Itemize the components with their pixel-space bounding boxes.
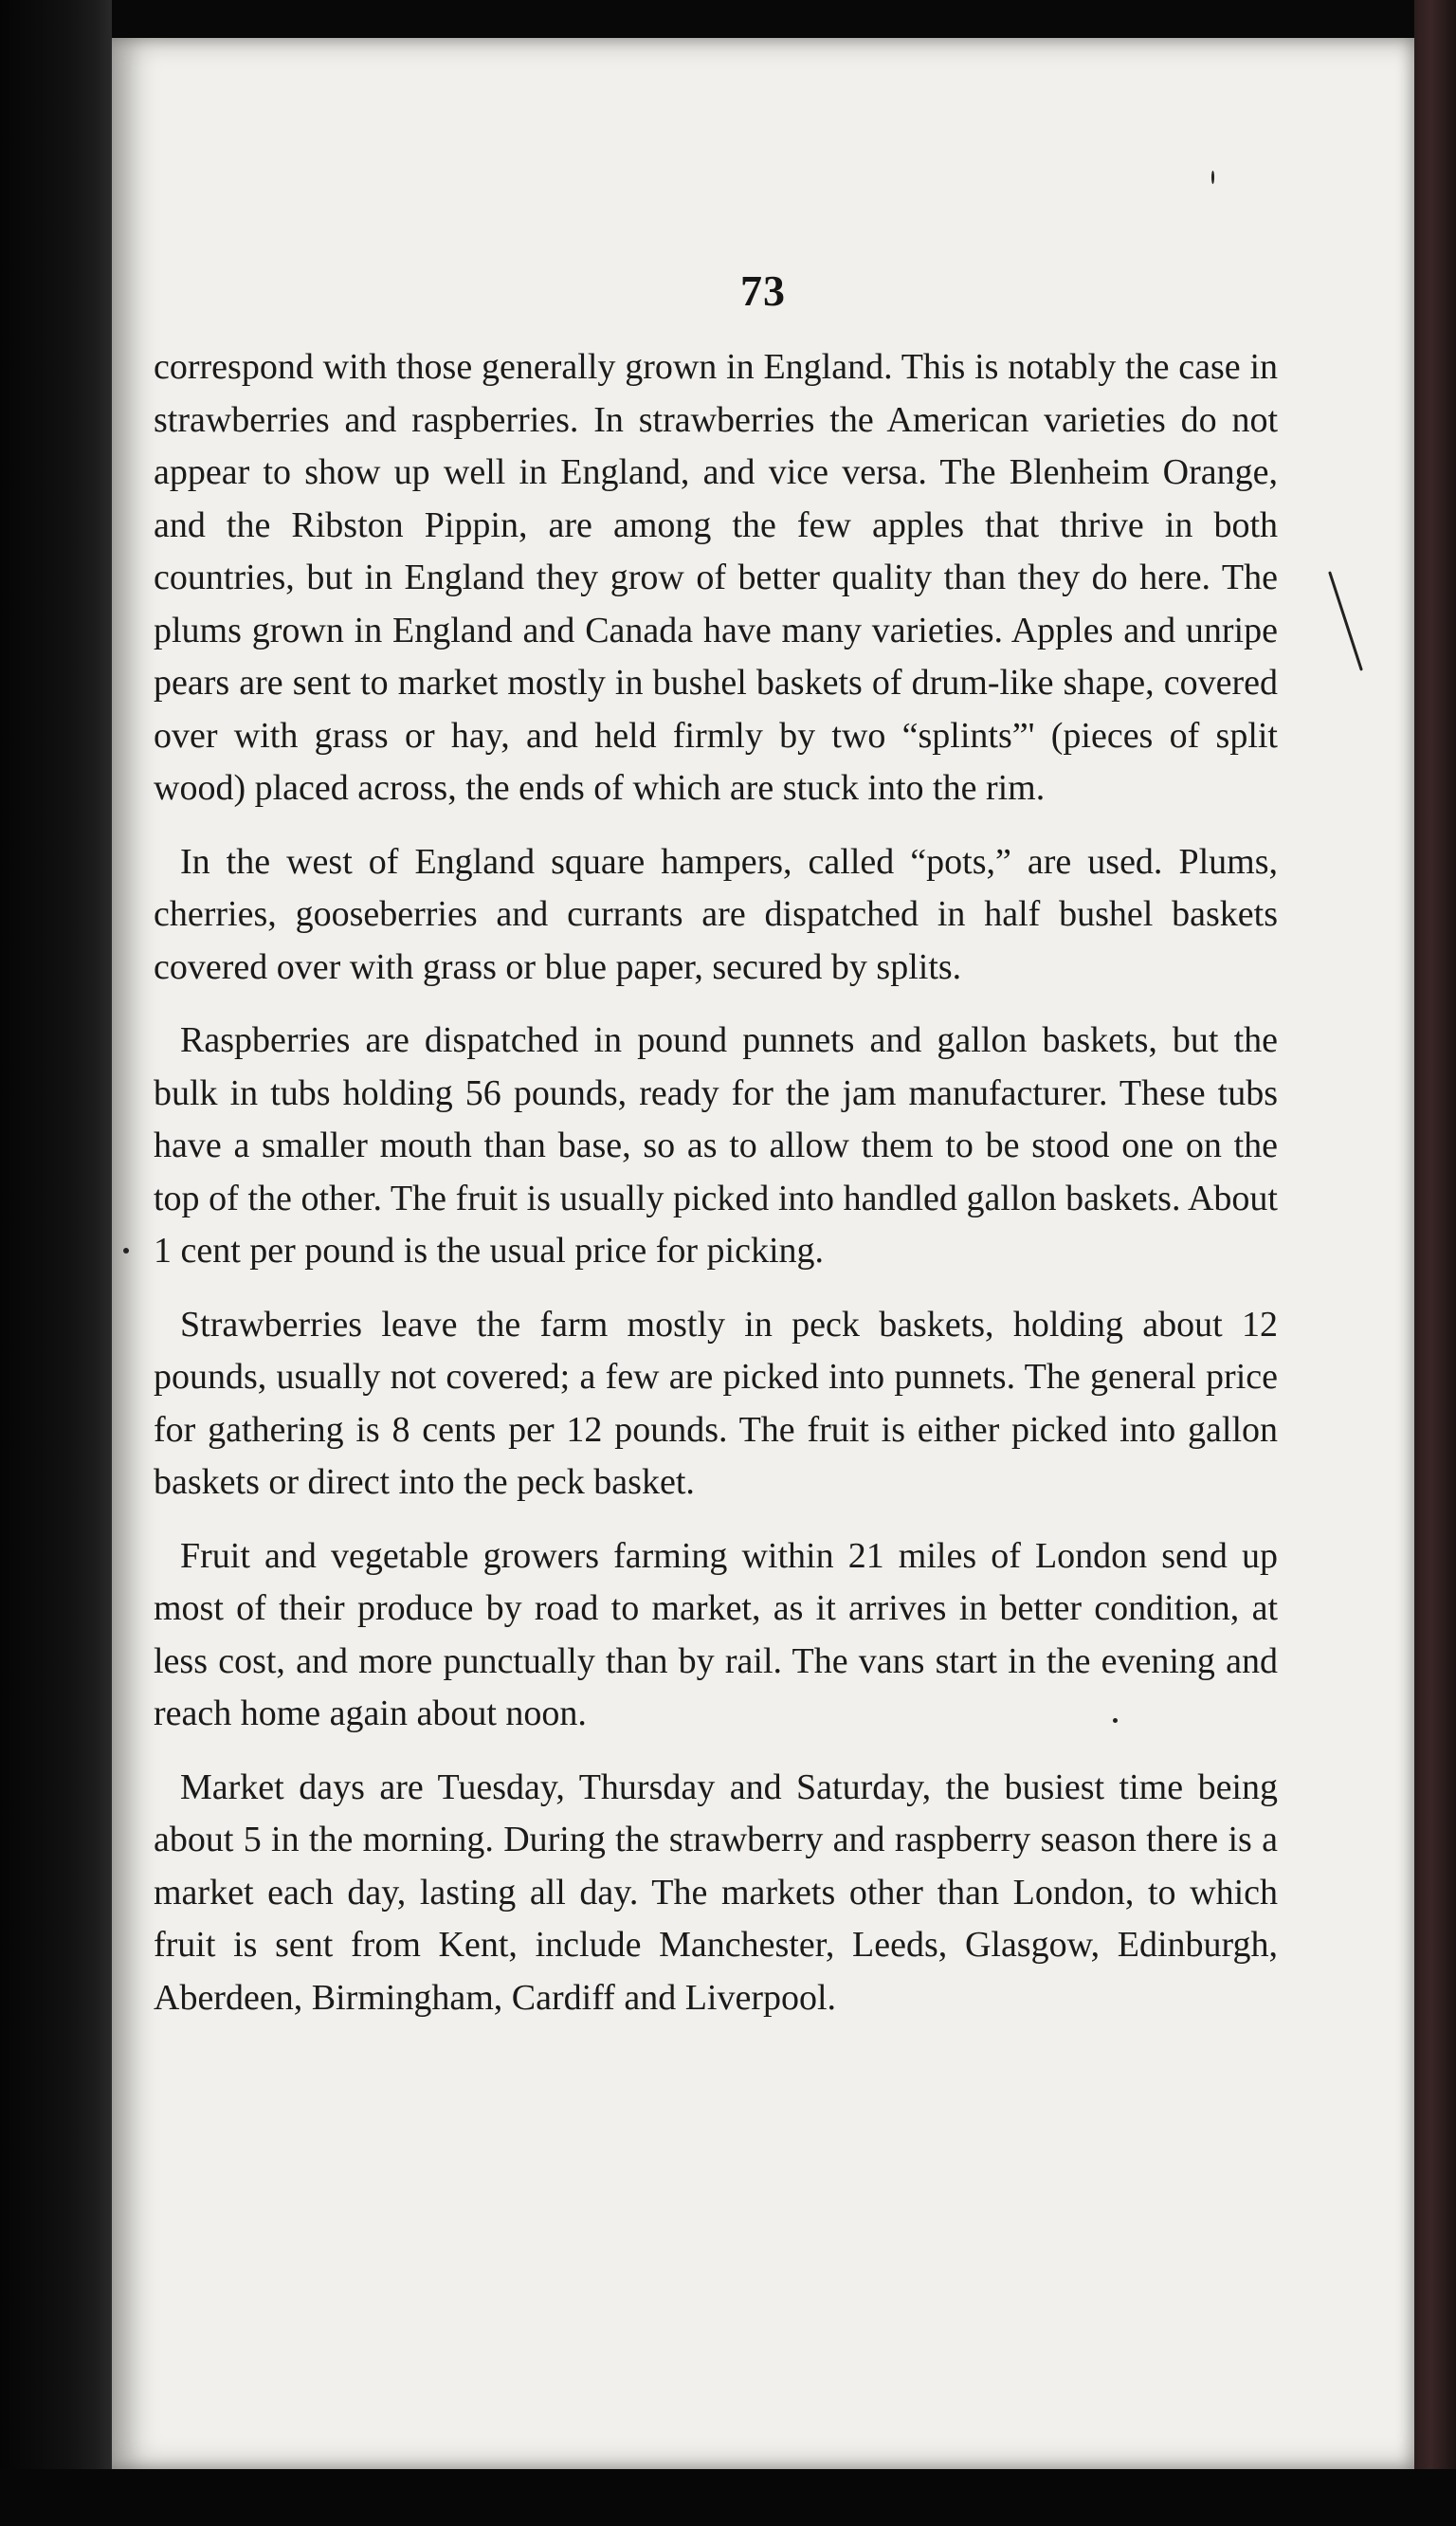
scan-speck <box>1211 171 1214 184</box>
scan-bottom-edge <box>0 2469 1456 2526</box>
book-page <box>112 38 1414 2469</box>
paragraph-strawberries: Strawberries leave the farm mostly in peck baskets, holding about 12 pounds, usually not covered; a few are picked into punnets. The general price for gathering is 8 cents per 12 pounds. The fruit is either picked into gallon baskets or direct into the peck basket. <box>154 1304 1278 1502</box>
paragraph-raspberries: Raspberries are dispatched in pound punnets and gallon baskets, but the bulk in tubs holding 56 pounds, ready for the jam manufacturer. These tubs have a smaller mouth than base, so as to allow them to be stood one on the top of the other. The fruit is usually picked into handled gallon baskets. About 1 cent per pound is the usual price for picking. <box>154 1020 1278 1271</box>
page-body-text <box>154 341 1278 2024</box>
scan-speck <box>1113 1718 1118 1723</box>
paragraph-road-transport: Fruit and vegetable growers farming within 21 miles of London send up most of their produce by road to market, as it arrives in better condition, at less cost, and more punctually than by rail. The vans start in the evening and reach home again about noon. <box>154 1535 1278 1733</box>
paragraph-continuation: correspond with those generally grown in England. This is notably the case in strawberries and raspberries. In strawberries the American varieties do not appear to show up well in England, and vice versa. The Blenheim Orange, and the Ribston Pippin, are among the few apples that thrive in both countries, but in England they grow of better quality than they do here. The plums grown in England and Canada have many varieties. Apples and unripe pears are sent to market mostly in bushel baskets of drum-like shape, covered over with grass or hay, and held firmly by two “splints”' (pieces of split wood) placed across, the ends of which are stuck into the rim. <box>154 347 1278 808</box>
paragraph-market-days: Market days are Tuesday, Thursday and Saturday, the busiest time being about 5 in the morning. During the strawberry and raspberry season there is a market each day, lasting all day. The markets other than London, to which fruit is sent from Kent, include Manchester, Leeds, Glasgow, Edinburgh, Aberdeen, Birmingham, Cardiff and Liverpool. <box>154 1766 1278 2018</box>
book-binding-shadow <box>0 0 112 2526</box>
scan-speck <box>123 1248 129 1254</box>
scan-speck <box>1328 571 1363 671</box>
book-page-edge <box>1414 0 1456 2526</box>
page-number: 73 <box>740 266 786 315</box>
paragraph-hampers: In the west of England square hampers, called “pots,” are used. Plums, cherries, gooseberries and currants are dispatched in half bushel baskets covered over with grass or blue paper, secured by splits. <box>154 841 1278 987</box>
scan-top-edge <box>0 0 1456 38</box>
